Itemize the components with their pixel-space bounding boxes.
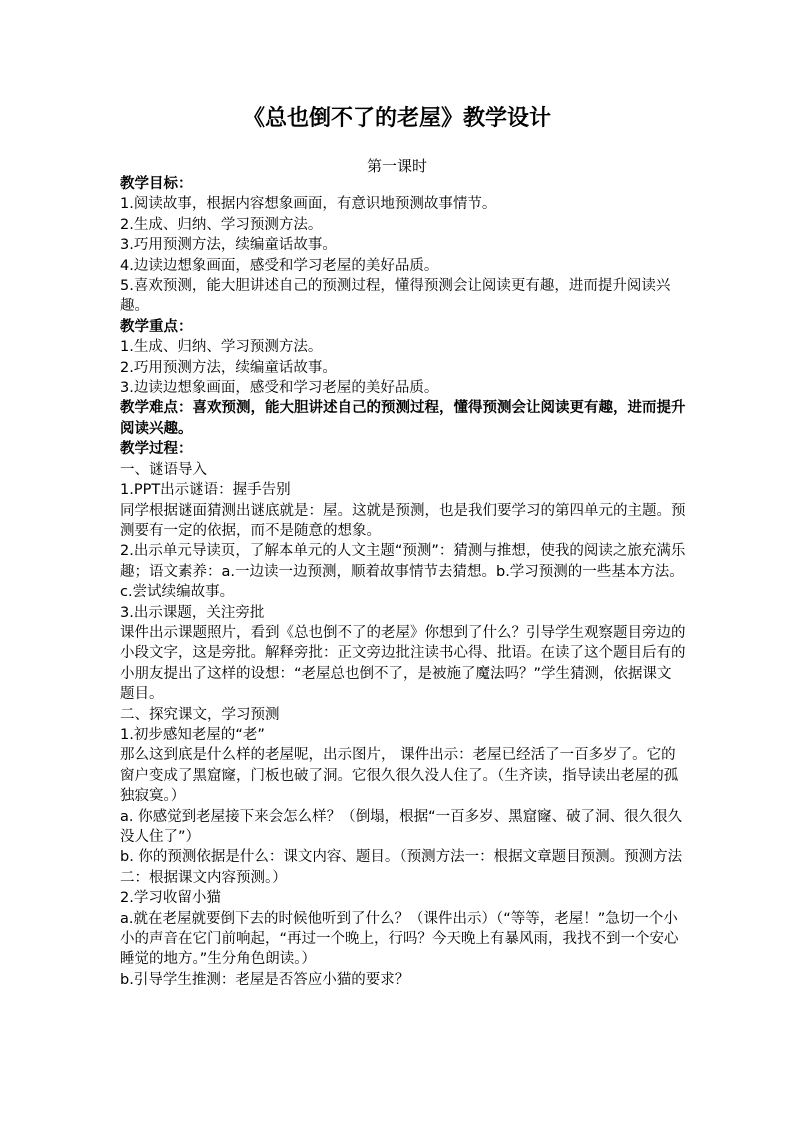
paragraph: 二、探究课文，学习预测	[120, 706, 280, 723]
paragraph: 教学过程：	[120, 441, 193, 458]
document-body	[120, 174, 686, 990]
paragraph: 教学目标：	[120, 176, 193, 192]
paragraph: 1.生成、归纳、学习预测方法。	[120, 339, 323, 356]
paragraph: 5.喜欢预测，能大胆讲述自己的预测过程，懂得预测会让阅读更有趣，进而提升阅读兴趣。	[120, 278, 671, 315]
paragraph: 教学重点：	[120, 318, 193, 335]
paragraph: b.引导学生推测：老屋是否答应小猫的要求？	[120, 971, 410, 988]
paragraph: 2.生成、归纳、学习预测方法。	[120, 216, 323, 233]
paragraph: 2.学习收留小猫	[120, 890, 221, 907]
paragraph: 3.出示课题，关注旁批	[120, 604, 265, 621]
paragraph: 一、谜语导入	[120, 461, 207, 478]
paragraph: a.就在老屋就要倒下去的时候他听到了什么？（课件出示）（“等等，老屋！”急切一个小小的声音在它门前响起，“再过一个晚上，行吗？今天晚上有暴风雨，我找不到一个安心睡觉的地方。”生分角色朗读。）	[120, 910, 679, 968]
paragraph: 2.巧用预测方法，续编童话故事。	[120, 359, 337, 376]
paragraph: a. 你感觉到老屋接下来会怎么样？（倒塌，根据“一百多岁、黑窟窿、破了洞、很久很久没人住了”）	[120, 808, 683, 845]
paragraph: 1.初步感知老屋的“老”	[120, 726, 265, 743]
document-title: 《总也倒不了的老屋》教学设计	[242, 106, 551, 131]
paragraph: 教学难点：喜欢预测，能大胆讲述自己的预测过程，懂得预测会让阅读更有趣，进而提升阅读兴趣。	[120, 400, 686, 437]
paragraph: 同学根据谜面猜测出谜底就是：屋。这就是预测，也是我们要学习的第四单元的主题。预测要有一定的依据，而不是随意的想象。	[120, 502, 686, 539]
paragraph: 2.出示单元导读页，了解本单元的人文主题“预测”：猜测与推想，使我的阅读之旅充满乐趣；语文素养：a.一边读一边预测，顺着故事情节去猜想。b.学习预测的一些基本方法。c.尝试续编故事。	[120, 543, 686, 601]
paragraph: 3.边读边想象画面，感受和学习老屋的美好品质。	[120, 380, 439, 397]
document-subtitle: 第一课时	[366, 157, 427, 175]
paragraph: 那么这到底是什么样的老屋呢，出示图片， 课件出示：老屋已经活了一百多岁了。它的窗户变成了黑窟窿，门板也破了洞。它很久很久没人住了。（生齐读，指导读出老屋的孤独寂寞。）	[120, 747, 679, 805]
paragraph: 3.巧用预测方法，续编童话故事。	[120, 237, 337, 254]
paragraph: 1.阅读故事，根据内容想象画面，有意识地预测故事情节。	[120, 196, 497, 213]
paragraph: 4.边读边想象画面，感受和学习老屋的美好品质。	[120, 257, 439, 274]
paragraph: 课件出示课题照片，看到《总也倒不了的老屋》你想到了什么？引导学生观察题目旁边的小段文字，这是旁批。解释旁批：正文旁边批注读书心得、批语。在读了这个题目后有的小朋友提出了这样的设想：“老屋总也倒不了，是被施了魔法吗？”学生猜测，依据课文题目。	[120, 624, 686, 703]
paragraph: b. 你的预测依据是什么：课文内容、题目。（预测方法一：根据文章题目预测。预测方法二：根据课文内容预测。）	[120, 849, 683, 886]
paragraph: 1.PPT出示谜语：握手告别	[120, 482, 291, 499]
